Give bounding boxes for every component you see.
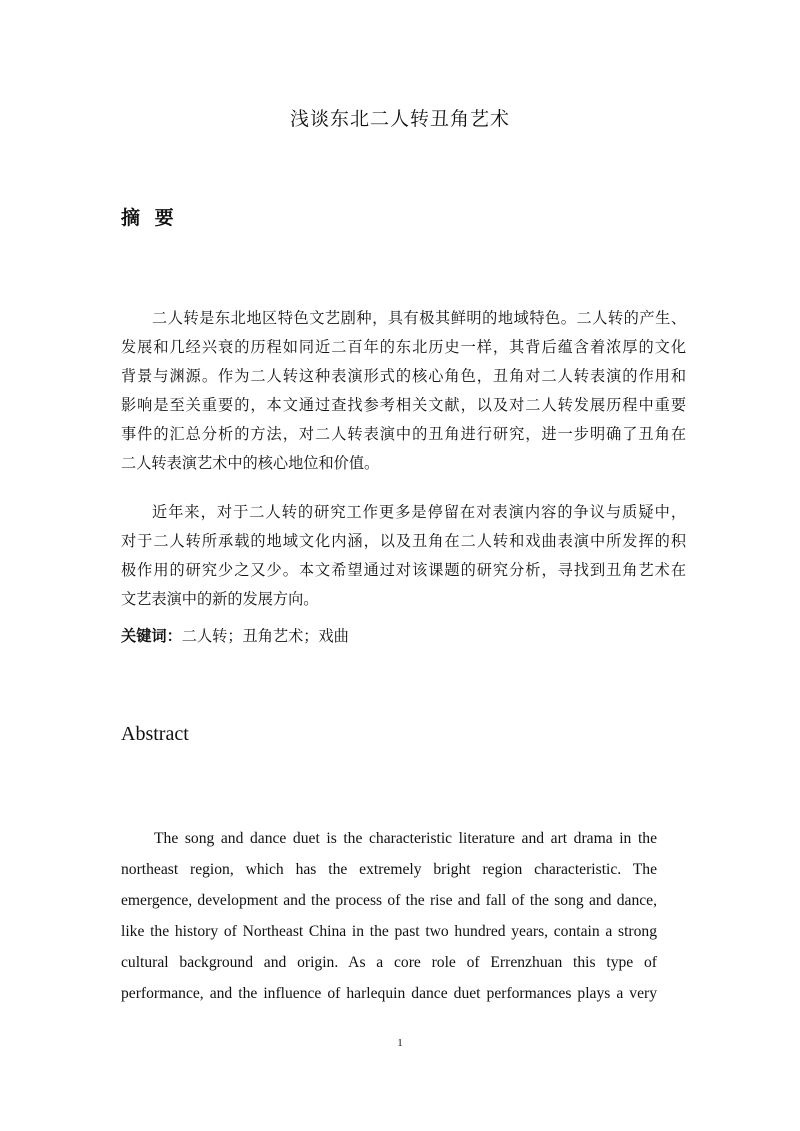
text-line: 文艺表演中的新的发展方向。	[121, 590, 319, 608]
text-line: 极作用的研究少之又少。本文希望通过对该课题的研究分析，寻找到丑角艺术在	[121, 561, 686, 579]
text-line: 背景与渊源。作为二人转这种表演形式的核心角色，丑角对二人转表演的作用和	[121, 367, 686, 385]
text-line: 影响是至关重要的，本文通过查找参考相关文献，以及对二人转发展历程中重要	[121, 396, 686, 414]
text-line: emergence, development and the process of the rise and fall of the song and dance,	[121, 892, 657, 909]
text-line: 近年来，对于二人转的研究工作更多是停留在对表演内容的争议与质疑中，	[152, 503, 686, 521]
abstract-cn-paragraph-2	[121, 498, 686, 614]
keywords-label: 关键词：	[121, 627, 182, 645]
text-line: 二人转是东北地区特色文艺剧种，具有极其鲜明的地域特色。二人转的产生、	[152, 309, 686, 327]
text-line: The song and dance duet is the characteristic literature and art drama in the	[154, 830, 657, 847]
abstract-cn-paragraph-1	[121, 304, 686, 478]
text-line: performance, and the influence of harlequin dance duet performances plays a very	[121, 985, 657, 1002]
keywords-line	[121, 622, 349, 651]
abstract-heading-en: Abstract	[121, 723, 189, 745]
text-line: like the history of Northeast China in the past two hundred years, contain a strong	[121, 923, 657, 940]
text-line: 二人转表演艺术中的核心地位和价值。	[121, 454, 380, 472]
keywords-value: 二人转；丑角艺术；戏曲	[181, 627, 349, 645]
document-title: 浅谈东北二人转丑角艺术	[289, 108, 510, 130]
abstract-heading-cn: 摘 要	[121, 207, 178, 229]
text-line: cultural background and origin. As a core role of Errenzhuan this type of	[121, 954, 657, 971]
text-line: northeast region, which has the extremely bright region characteristic. The	[121, 861, 657, 878]
text-line: 发展和几经兴衰的历程如同近二百年的东北历史一样，其背后蕴含着浓厚的文化	[121, 338, 686, 356]
abstract-en-paragraph	[121, 823, 657, 1009]
text-line: 对于二人转所承载的地域文化内涵，以及丑角在二人转和戏曲表演中所发挥的积	[121, 532, 686, 550]
text-line: 事件的汇总分析的方法，对二人转表演中的丑角进行研究，进一步明确了丑角在	[121, 425, 686, 443]
page-number: 1	[397, 1037, 403, 1049]
